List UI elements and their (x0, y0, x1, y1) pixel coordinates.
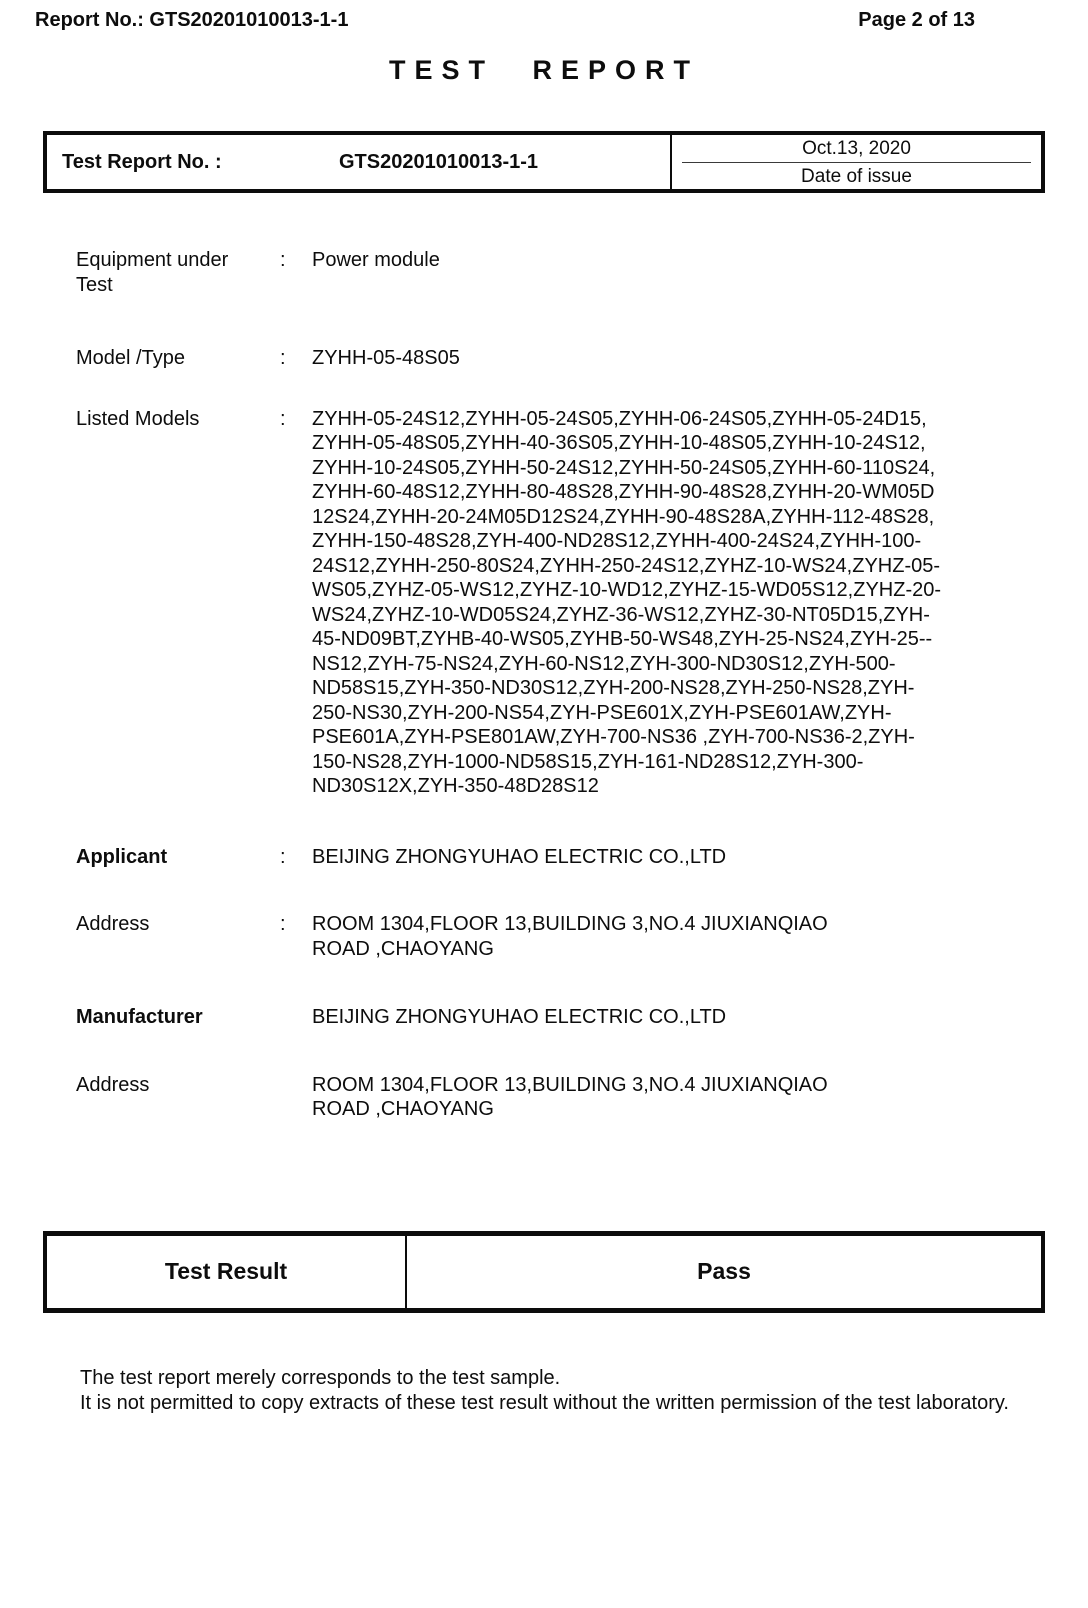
field-label: Manufacturer (76, 1006, 203, 1028)
model-list-line: ZYHH-60-48S12,ZYHH-80-48S28,ZYHH-90-48S28,ZYHH-20-WM05D (312, 481, 935, 503)
disclaimer-line-1: The test report merely corresponds to the test sample. (80, 1366, 561, 1389)
test-result-value-cell: Pass (697, 1258, 751, 1284)
model-list-line: 12S24,ZYHH-20-24M05D12S24,ZYHH-90-48S28A,ZYHH-112-48S28, (312, 505, 935, 528)
page-title: TEST REPORT (388, 55, 699, 85)
model-list-line: WS24,ZYHZ-10-WD05S24,ZYHZ-36-WS12,ZYHZ-30-NT05D15,ZYH- (312, 603, 930, 626)
report-no-value: GTS20201010013-1-1 (339, 150, 539, 173)
report-no-table (43, 131, 1045, 193)
field-model-type (76, 346, 1088, 371)
address-line: ROOM 1304,FLOOR 13,BUILDING 3,NO.4 JIUXIANQIAO (312, 1073, 828, 1096)
model-list-line: 24S12,ZYHH-250-80S24,ZYHH-250-24S12,ZYHZ-10-WS24,ZYHZ-05- (312, 554, 941, 577)
field-colon: : (280, 845, 286, 868)
field-value: BEIJING ZHONGYUHAO ELECTRIC CO.,LTD (312, 845, 727, 868)
address-value (312, 912, 828, 961)
field-colon: : (280, 407, 286, 430)
model-list-line: WS05,ZYHZ-05-WS12,ZYHZ-10-WD12,ZYHZ-15-WD05S12,ZYHZ-20- (312, 579, 942, 601)
model-list-line: 150-NS28,ZYH-1000-ND58S15,ZYH-161-ND28S12,ZYH-300- (312, 750, 864, 773)
model-list-line: ZYHH-05-48S05,ZYHH-40-36S05,ZYHH-10-48S05,ZYHH-10-24S12, (312, 432, 926, 454)
test-result-label-cell: Test Result (47, 1236, 407, 1308)
model-list-line: 45-ND09BT,ZYHB-40-WS05,ZYHB-50-WS48,ZYH-25-NS24,ZYH-25-- (312, 628, 933, 650)
model-list-line: ND30S12X,ZYH-350-48D28S12 (312, 775, 599, 797)
field-listed-models (76, 407, 1088, 799)
model-list-line: 250-NS30,ZYH-200-NS54,ZYH-PSE601X,ZYH-PSE601AW,ZYH- (312, 701, 892, 724)
field-colon: : (280, 249, 286, 271)
test-result-table (43, 1231, 1045, 1313)
address-value (312, 1073, 828, 1122)
model-list-line: NS12,ZYH-75-NS24,ZYH-60-NS12,ZYH-300-ND30S12,ZYH-500- (312, 652, 896, 675)
field-colon: : (280, 913, 286, 935)
field-label: Equipment under Test (76, 249, 229, 296)
issue-date-caption: Date of issue (801, 165, 912, 187)
running-header (0, 0, 1088, 32)
field-value: BEIJING ZHONGYUHAO ELECTRIC CO.,LTD (312, 1006, 727, 1028)
report-no-label: Test Report No. : (62, 150, 222, 173)
date-divider-line (682, 162, 1031, 163)
field-value: Power module (312, 249, 440, 271)
model-list-line: ND58S15,ZYH-350-ND30S12,ZYH-200-NS28,ZYH-250-NS28,ZYH- (312, 677, 915, 699)
field-label: Model /Type (76, 347, 185, 369)
field-value: ZYHH-05-48S05 (312, 347, 460, 369)
model-list-line: ZYHH-150-48S28,ZYH-400-ND28S12,ZYHH-400-24S24,ZYHH-100- (312, 530, 922, 552)
model-list-line: ZYHH-05-24S12,ZYHH-05-24S05,ZYHH-06-24S05,ZYHH-05-24D15, (312, 407, 927, 430)
disclaimer (80, 1366, 1048, 1417)
issue-date: Oct.13, 2020 (802, 137, 911, 159)
address-line: ROAD ,CHAOYANG (312, 937, 494, 960)
date-of-issue-cell (672, 135, 1041, 189)
report-no-cell (47, 135, 672, 189)
field-label: Address (76, 913, 150, 935)
address-line: ROAD ,CHAOYANG (312, 1098, 494, 1120)
model-list-line: ZYHH-10-24S05,ZYHH-50-24S12,ZYHH-50-24S05,ZYHH-60-110S24, (312, 456, 936, 479)
field-label: Applicant (76, 845, 168, 868)
field-equipment-under-test (76, 248, 1088, 297)
field-label: Listed Models (76, 407, 200, 430)
header-page-number: Page 2 of 13 (858, 9, 975, 31)
address-line: ROOM 1304,FLOOR 13,BUILDING 3,NO.4 JIUXIANQIAO (312, 913, 828, 935)
header-report-no: Report No.: GTS20201010013-1-1 (35, 9, 349, 31)
report-fields (76, 248, 1088, 1122)
field-applicant (76, 845, 1088, 870)
model-list-line: PSE601A,ZYH-PSE801AW,ZYH-700-NS36 ,ZYH-700-NS36-2,ZYH- (312, 726, 915, 748)
disclaimer-line-2: It is not permitted to copy extracts of these test result without the written permission of the test laboratory. (80, 1392, 1009, 1414)
field-label: Address (76, 1073, 150, 1096)
field-colon: : (280, 347, 286, 369)
field-manufacturer-address (76, 1073, 1088, 1122)
field-applicant-address (76, 912, 1088, 961)
listed-models-value (312, 407, 941, 799)
field-manufacturer (76, 1005, 1088, 1030)
